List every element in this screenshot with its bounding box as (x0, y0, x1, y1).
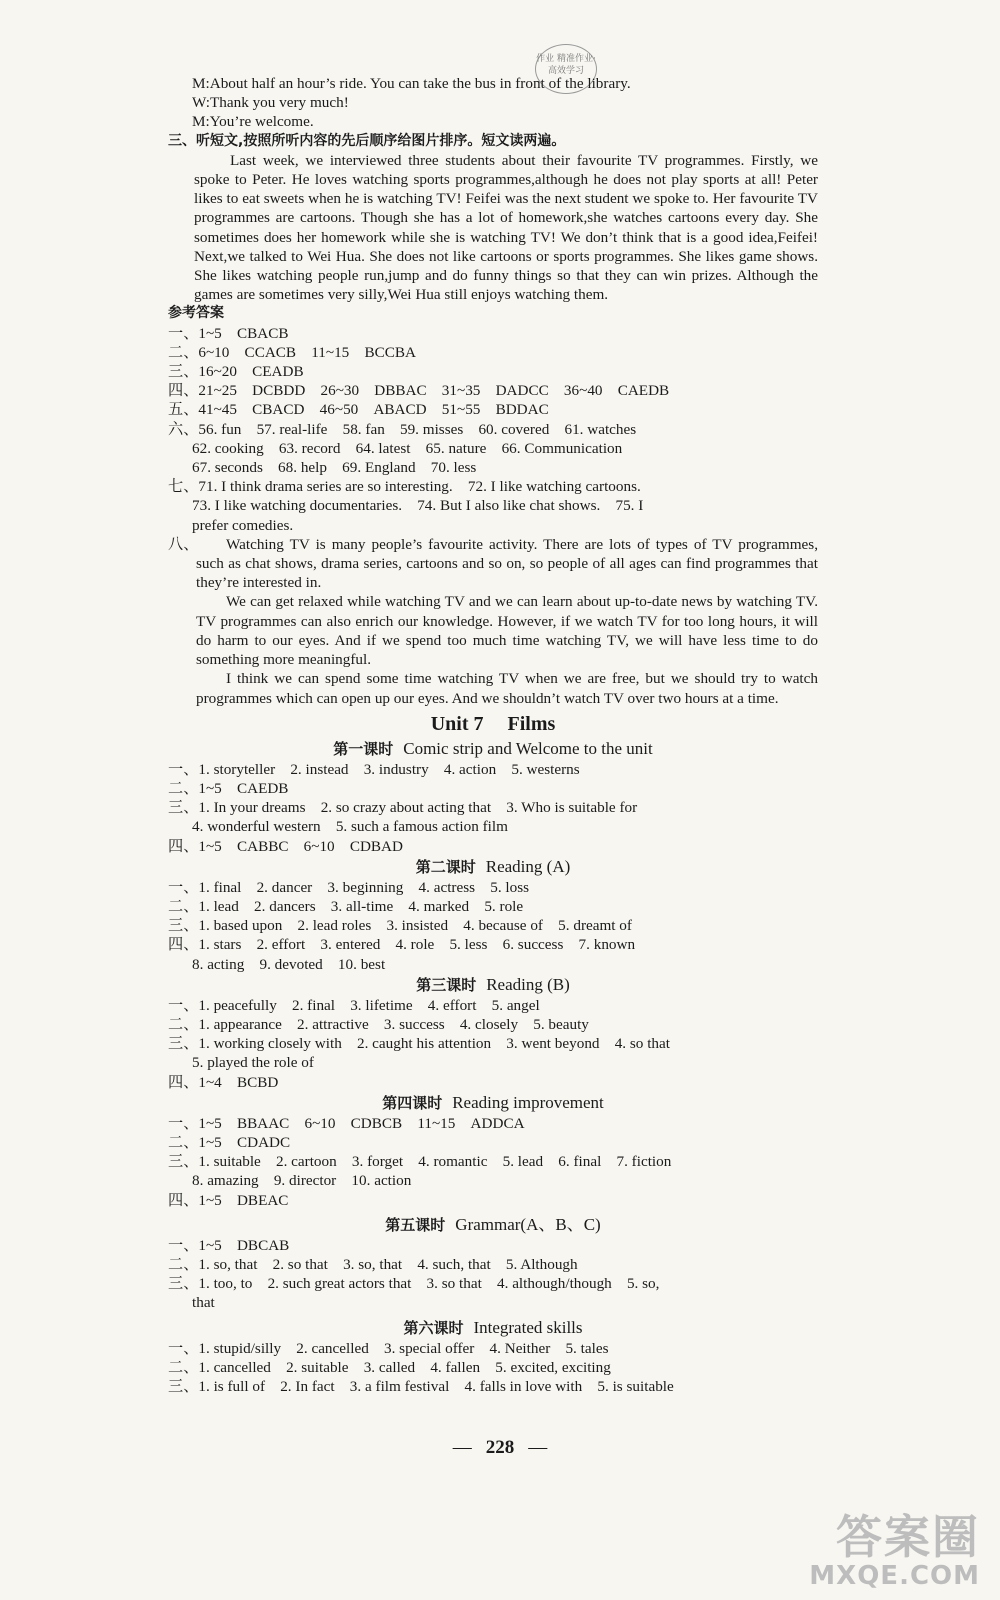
answer-line: 二、1. appearance 2. attractive 3. success 4. closely 5. beauty (168, 1015, 589, 1033)
answer-line: 三、1. is full of 2. In fact 3. a film festival 4. falls in love with 5. is suitable (168, 1377, 674, 1395)
dialogue-line: M:You’re welcome. (192, 113, 314, 131)
answer-line: 二、1. cancelled 2. suitable 3. called 4. fallen 5. excited, exciting (168, 1358, 611, 1376)
lesson-cn: 第三课时 (416, 975, 477, 994)
answer-line: 73. I like watching documentaries. 74. But I also like chat shows. 75. I (192, 497, 644, 515)
lesson-cn: 第六课时 (403, 1318, 464, 1337)
answer-line: 四、1~4 BCBD (168, 1073, 279, 1091)
lesson-6 (168, 1317, 818, 1397)
answer-line: 五、41~45 CBACD 46~50 ABACD 51~55 BDDAC (168, 401, 549, 419)
page-dash-right: — (528, 1437, 548, 1458)
answer-line: 62. cooking 63. record 64. latest 65. nature 66. Communication (192, 439, 623, 457)
answer-line: 四、21~25 DCBDD 26~30 DBBAC 31~35 DADCC 36~40 CAEDB (168, 382, 670, 400)
lesson-en: Reading (A) (485, 856, 571, 876)
answer-line: 一、1~5 DBCAB (168, 1236, 290, 1254)
answer-line: 二、1~5 CAEDB (168, 779, 289, 797)
lesson-heading (168, 1317, 818, 1339)
answer-line: 67. seconds 68. help 69. England 70. less (192, 459, 477, 477)
answer-line: 四、1~5 CABBC 6~10 CDBAD (168, 837, 403, 855)
answer-line: 二、1. so, that 2. so that 3. so, that 4. such, that 5. Although (168, 1255, 578, 1273)
answer-line: 8. acting 9. devoted 10. best (192, 955, 386, 973)
unit-number: Unit 7 (430, 712, 484, 735)
essay-paragraph: Watching TV is many people’s favourite activity. There are lots of types of TV programmes, such as chat shows, drama series, cartoons and so on, so people of all ages can find programmes that they’re interested in. (196, 535, 818, 592)
answer-line: 二、6~10 CCACB 11~15 BCCBA (168, 343, 416, 361)
answer-line: 4. wonderful western 5. such a famous action film (192, 818, 508, 836)
document-body (168, 74, 818, 1396)
essay-label: 八、 (168, 535, 199, 553)
lesson-1 (168, 738, 818, 856)
answer-line: 8. amazing 9. director 10. action (192, 1172, 412, 1190)
answer-line: that (192, 1294, 215, 1312)
section-heading: 三、听短文,按照所听内容的先后顺序给图片排序。短文读两遍。 (168, 132, 566, 149)
answer-line: 三、1. In your dreams 2. so crazy about acting that 3. Who is suitable for (168, 799, 638, 817)
watermark-text: 答案圈 (836, 1510, 980, 1564)
answer-line: 5. played the role of (192, 1054, 314, 1072)
lesson-en: Integrated skills (473, 1317, 583, 1337)
answer-line: 七、71. I think drama series are so interesting. 72. I like watching cartoons. (168, 478, 641, 496)
lesson-heading (168, 974, 818, 996)
answer-line: 二、1. lead 2. dancers 3. all-time 4. marked 5. role (168, 897, 524, 915)
lesson-en: Reading (B) (486, 974, 570, 994)
lesson-5 (168, 1214, 818, 1313)
page-number (0, 1437, 1000, 1459)
watermark-url: MXQE.COM (809, 1561, 980, 1591)
answer-line: 六、56. fun 57. real-life 58. fan 59. misses 60. covered 61. watches (168, 420, 637, 438)
lesson-4 (168, 1092, 818, 1210)
essay-paragraph: I think we can spend some time watching TV when we are free, but we should try to watch programmes which can open up our eyes. And we shouldn’t watch TV over two hours at a time. (196, 670, 818, 707)
unit-title (168, 710, 818, 738)
answer-line: 一、1. storyteller 2. instead 3. industry 4. action 5. westerns (168, 760, 580, 778)
answer-line: 一、1. stupid/silly 2. cancelled 3. special offer 4. Neither 5. tales (168, 1339, 609, 1357)
answer-line: 二、1~5 CDADC (168, 1133, 291, 1151)
listening-passage: Last week, we interviewed three students about their favourite TV programmes. Firstly, we spoke to Peter. He loves watching sports programmes,although he does not play sports at all! Peter likes to eat sweets when he is watching TV! Feifei was the next student we spoke to. Her favourite TV programmes are cartoons. Though she has a lot of homework,she watches cartoons every day. She sometimes does her homework while she is watching TV! We don’t think that is a good idea,Feifei! Next,we talked to Wei Hua. She does not like cartoons or sports programmes. She likes game shows. She likes watching people run,jump and do funny things so that they can win prizes. Although the games are sometimes very silly,Wei Hua still enjoys watching them. (194, 151, 818, 304)
answer-line: 一、1~5 BBAAC 6~10 CDBCB 11~15 ADDCA (168, 1114, 525, 1132)
stamp: 作业 精准作业·高效学习 (535, 44, 597, 94)
unit-name: Films (507, 712, 556, 735)
answer-line: 三、1. too, to 2. such great actors that 3. so that 4. although/though 5. so, (168, 1275, 660, 1293)
watermark-logo (790, 1512, 980, 1590)
lesson-heading (168, 1092, 818, 1114)
dialogue-line: M:About half an hour’s ride. You can take the bus in front of the library. (192, 75, 631, 92)
dialogue-line: W:Thank you very much! (192, 94, 349, 112)
answer-line: prefer comedies. (192, 516, 294, 534)
answers-heading: 参考答案 (168, 305, 224, 322)
answer-line: 四、1~5 DBEAC (168, 1191, 289, 1209)
lesson-cn: 第四课时 (382, 1093, 443, 1112)
answer-line: 四、1. stars 2. effort 3. entered 4. role 5. less 6. success 7. known (168, 936, 636, 954)
page-dash-left: — (452, 1437, 472, 1458)
lesson-cn: 第一课时 (333, 739, 394, 758)
lesson-cn: 第五课时 (385, 1215, 446, 1234)
answer-line: 三、16~20 CEADB (168, 363, 304, 381)
dialogue (168, 74, 818, 132)
answer-line: 一、1. peacefully 2. final 3. lifetime 4. effort 5. angel (168, 996, 540, 1014)
lesson-en: Grammar(A、B、C) (455, 1214, 601, 1234)
answers-list (168, 324, 818, 535)
lesson-heading (168, 856, 818, 878)
lesson-en: Reading improvement (452, 1092, 604, 1112)
essay (168, 535, 818, 708)
answer-line: 三、1. based upon 2. lead roles 3. insisted 4. because of 5. dreamt of (168, 917, 632, 935)
lesson-en: Comic strip and Welcome to the unit (403, 738, 653, 758)
answer-line: 一、1. final 2. dancer 3. beginning 4. actress 5. loss (168, 878, 530, 896)
lesson-heading (168, 1214, 818, 1236)
page-number-value: 228 (485, 1437, 515, 1458)
answer-line: 一、1~5 CBACB (168, 324, 289, 342)
lesson-2 (168, 856, 818, 974)
lesson-3 (168, 974, 818, 1092)
lesson-heading (168, 738, 818, 760)
answer-line: 三、1. working closely with 2. caught his attention 3. went beyond 4. so that (168, 1035, 670, 1053)
lesson-cn: 第二课时 (415, 857, 476, 876)
answer-line: 三、1. suitable 2. cartoon 3. forget 4. romantic 5. lead 6. final 7. fiction (168, 1153, 672, 1171)
essay-paragraph: We can get relaxed while watching TV and we can learn about up-to-date news by watching TV. TV programmes can also enrich our knowledge. However, if we watch TV for too long hours, it will do harm to our eyes. And if we spend too much time watching TV, we will have less time to do something more meaningful. (196, 593, 818, 669)
